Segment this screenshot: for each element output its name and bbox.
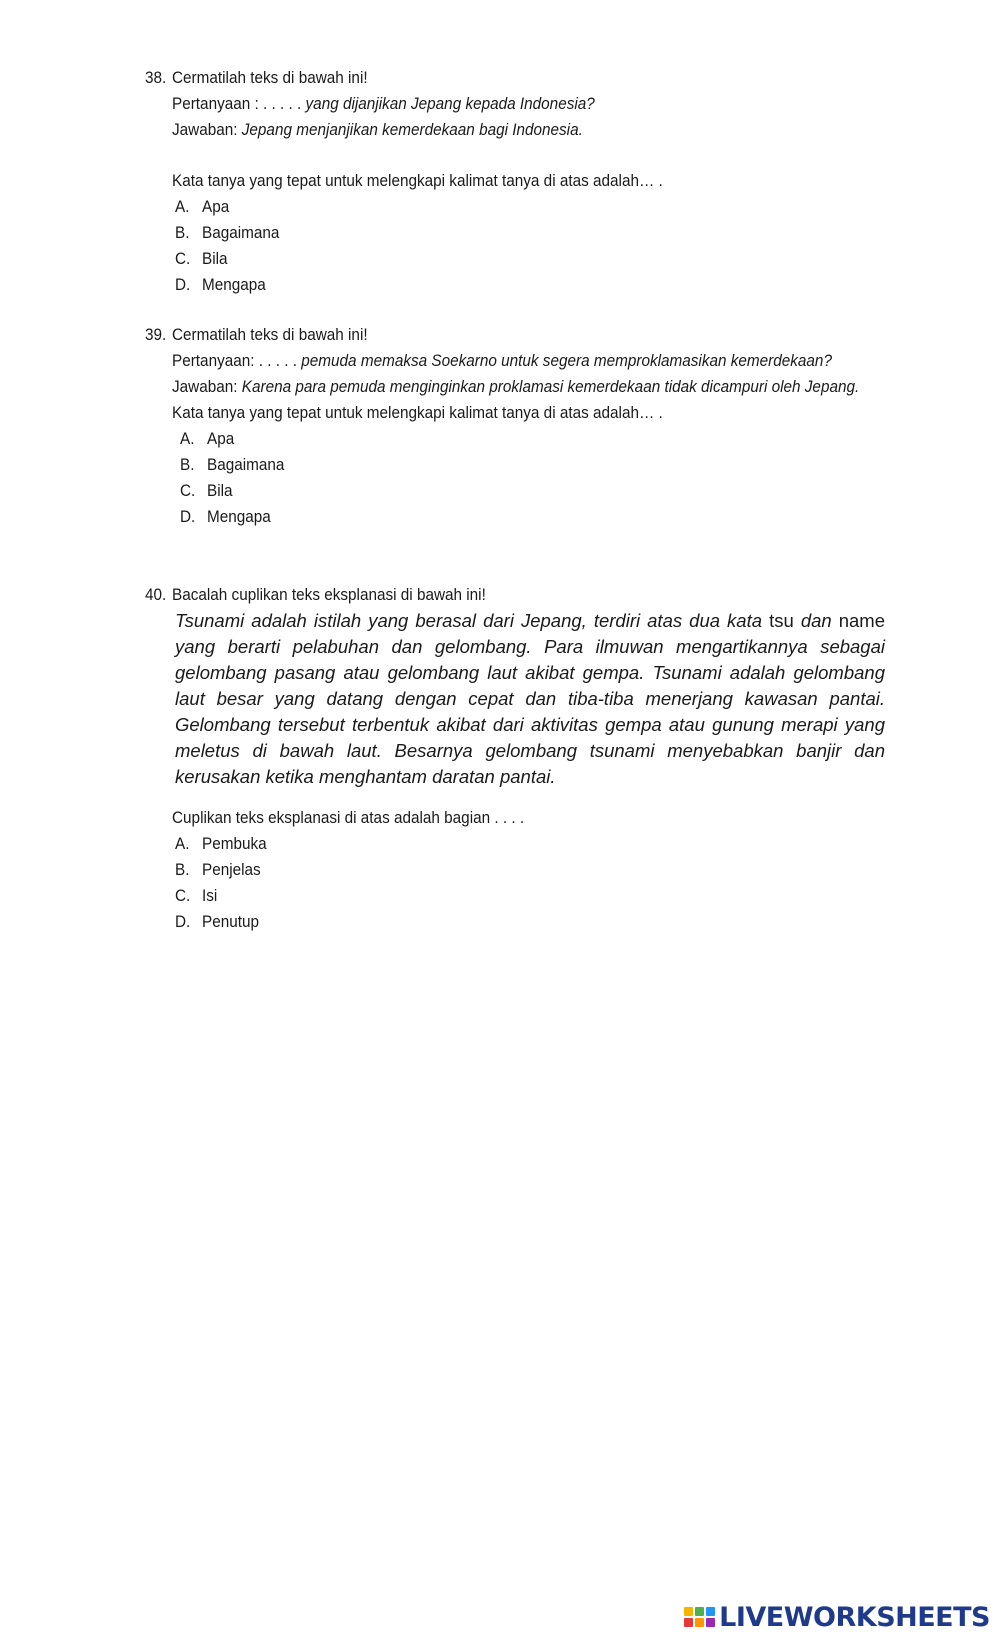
option-letter: C. <box>175 249 191 268</box>
explanation-passage <box>145 608 885 790</box>
option-text: Bila <box>207 481 233 500</box>
logo-square <box>684 1618 693 1627</box>
passage-word-name: name <box>838 610 886 631</box>
logo-square <box>706 1607 715 1616</box>
option-text: Penutup <box>202 912 260 931</box>
option-d[interactable] <box>175 909 814 935</box>
question-label: Pertanyaan : . . . . . <box>172 94 302 113</box>
question-text: pemuda memaksa Soekarno untuk segera memproklamasikan kemerdekaan? <box>301 351 832 370</box>
question-title: Cermatilah teks di bawah ini! <box>172 68 368 87</box>
option-text: Bila <box>202 249 228 268</box>
question-number: 40. <box>145 585 167 604</box>
options-list <box>145 426 885 530</box>
option-d[interactable] <box>175 272 814 298</box>
question-line <box>145 91 811 117</box>
question-title: Cermatilah teks di bawah ini! <box>172 325 368 344</box>
question-prompt: Kata tanya yang tepat untuk melengkapi kalimat tanya di atas adalah… . <box>172 171 663 190</box>
question-number: 38. <box>145 68 167 87</box>
question-38 <box>145 65 885 298</box>
option-text: Bagaimana <box>202 223 280 242</box>
question-prompt: Cuplikan teks eksplanasi di atas adalah bagian . . . . <box>172 808 525 827</box>
option-letter: A. <box>180 429 195 448</box>
question-40 <box>145 582 885 935</box>
option-letter: D. <box>175 275 191 294</box>
logo-square <box>695 1607 704 1616</box>
option-c[interactable] <box>175 883 814 909</box>
answer-label: Jawaban: <box>172 377 238 396</box>
passage-text: dan <box>800 610 832 631</box>
option-c[interactable] <box>180 478 815 504</box>
answer-line <box>145 117 811 143</box>
option-letter: B. <box>175 860 190 879</box>
option-text: Bagaimana <box>207 455 285 474</box>
option-text: Pembuka <box>202 834 267 853</box>
option-letter: B. <box>180 455 195 474</box>
options-list <box>145 831 885 935</box>
option-a[interactable] <box>175 831 814 857</box>
option-b[interactable] <box>180 452 815 478</box>
option-a[interactable] <box>180 426 815 452</box>
liveworksheets-logo <box>684 1599 990 1635</box>
passage-word-tsu: tsu <box>769 610 794 631</box>
question-number: 39. <box>145 325 167 344</box>
option-letter: C. <box>180 481 196 500</box>
option-text: Penjelas <box>202 860 261 879</box>
option-text: Apa <box>202 197 230 216</box>
option-letter: D. <box>180 507 196 526</box>
option-c[interactable] <box>175 246 814 272</box>
option-letter: D. <box>175 912 191 931</box>
answer-line <box>145 374 883 400</box>
option-b[interactable] <box>175 220 814 246</box>
option-a[interactable] <box>175 194 814 220</box>
option-text: Mengapa <box>207 507 271 526</box>
question-39 <box>145 322 885 530</box>
answer-text: Karena para pemuda menginginkan proklamasi kemerdekaan tidak dicampuri oleh Jepang. <box>241 377 860 396</box>
logo-square <box>684 1607 693 1616</box>
option-d[interactable] <box>180 504 815 530</box>
option-text: Apa <box>207 429 235 448</box>
question-line <box>145 348 832 374</box>
question-title: Bacalah cuplikan teks eksplanasi di bawah ini! <box>172 585 486 604</box>
answer-label: Jawaban: <box>172 120 238 139</box>
option-letter: C. <box>175 886 191 905</box>
passage-text: yang berarti pelabuhan dan gelombang. Para ilmuwan mengartikannya sebagai gelombang pasang atau gelombang laut akibat gempa. Tsunami adalah gelombang laut besar yang datang dengan cepat dan tiba-tiba menerjang kawasan pantai. Gelombang tersebut terbentuk akibat dari aktivitas gempa atau gunung merapi yang meletus di bawah laut. Besarnya gelombang tsunami menyebabkan banjir dan kerusakan ketika menghantam daratan pantai. <box>175 636 885 787</box>
option-letter: A. <box>175 834 190 853</box>
option-text: Isi <box>202 886 218 905</box>
option-b[interactable] <box>175 857 814 883</box>
question-prompt: Kata tanya yang tepat untuk melengkapi kalimat tanya di atas adalah… . <box>172 403 663 422</box>
passage-text: Tsunami adalah istilah yang berasal dari Jepang, terdiri atas dua kata <box>175 610 763 631</box>
logo-square <box>695 1618 704 1627</box>
option-text: Mengapa <box>202 275 266 294</box>
question-label: Pertanyaan: . . . . . <box>172 351 298 370</box>
logo-text: LIVEWORKSHEETS <box>719 1601 990 1633</box>
option-letter: B. <box>175 223 190 242</box>
logo-square <box>706 1618 715 1627</box>
question-text: yang dijanjikan Jepang kepada Indonesia? <box>305 94 595 113</box>
answer-text: Jepang menjanjikan kemerdekaan bagi Indonesia. <box>241 120 583 139</box>
options-list <box>145 194 885 298</box>
option-letter: A. <box>175 197 190 216</box>
logo-grid-icon <box>684 1607 715 1627</box>
